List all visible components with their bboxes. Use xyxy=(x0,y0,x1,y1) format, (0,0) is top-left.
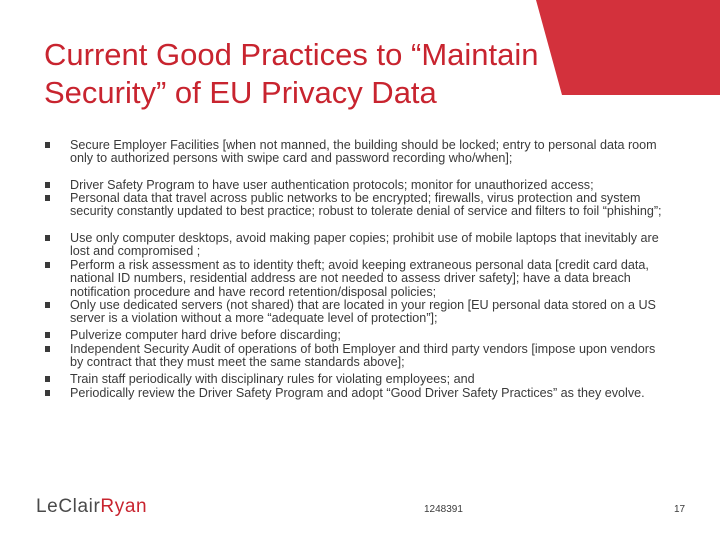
bullet-marker xyxy=(45,390,50,396)
list-item xyxy=(44,299,664,329)
list-item xyxy=(44,232,664,259)
bullet-text: Train staff periodically with disciplinary rules for violating employees; and xyxy=(70,372,475,386)
bullet-marker xyxy=(45,182,50,188)
bullet-text: Independent Security Audit of operations of both Employer and third party vendors [impose upon vendors by contract that they must meet the same standards above]; xyxy=(70,342,656,370)
bullet-text: Only use dedicated servers (not shared) that are located in your region [EU personal data stored on a US server is a violation without a more “adequate level of protection”]; xyxy=(70,298,656,326)
list-item xyxy=(44,387,664,415)
bullet-text: Use only computer desktops, avoid making paper copies; prohibit use of mobile laptops that inevitably are lost and compromised ; xyxy=(70,231,659,259)
leclairryan-logo xyxy=(36,496,147,518)
bullet-marker xyxy=(45,302,50,308)
list-item xyxy=(44,329,664,343)
document-number: 1248391 xyxy=(424,504,463,515)
list-item xyxy=(44,343,664,373)
slide-title: Current Good Practices to “Maintain Security” of EU Privacy Data xyxy=(44,37,539,110)
bullet-marker xyxy=(45,376,50,382)
list-item xyxy=(44,373,664,387)
list-item xyxy=(44,139,664,179)
bullet-marker xyxy=(45,332,50,338)
bullet-marker xyxy=(45,195,50,201)
bullet-text: Pulverize computer hard drive before discarding; xyxy=(70,328,341,342)
logo-text-main: LeClair xyxy=(36,496,101,517)
bullet-marker xyxy=(45,142,50,148)
bullet-marker xyxy=(45,346,50,352)
bullet-marker xyxy=(45,235,50,241)
bullet-text: Periodically review the Driver Safety Program and adopt “Good Driver Safety Practices” as they evolve. xyxy=(70,386,645,400)
bullet-text: Driver Safety Program to have user authentication protocols; monitor for unauthorized access; xyxy=(70,178,594,192)
bullet-list xyxy=(44,139,664,415)
list-item xyxy=(44,259,664,299)
bullet-text: Personal data that travel across public networks to be encrypted; firewalls, virus protection and system security constantly updated to best practice; robust to tolerate denial of service and filters to foil “phishing”; xyxy=(70,191,662,219)
bullet-text: Secure Employer Facilities [when not manned, the building should be locked; entry to personal data room only to authorized persons with swipe card and password recording who/when]; xyxy=(70,138,657,166)
page-number: 17 xyxy=(674,504,686,515)
logo-text-accent: Ryan xyxy=(100,496,148,517)
bullet-marker xyxy=(45,262,50,268)
brand-corner-block xyxy=(562,0,720,95)
list-item xyxy=(44,192,664,232)
bullet-text: Perform a risk assessment as to identity theft; avoid keeping extraneous personal data [credit card data, national ID numbers, residential address are not needed to assess driver safety]; have a data breach notification procedure and have record retention/disposal policies; xyxy=(70,258,649,299)
